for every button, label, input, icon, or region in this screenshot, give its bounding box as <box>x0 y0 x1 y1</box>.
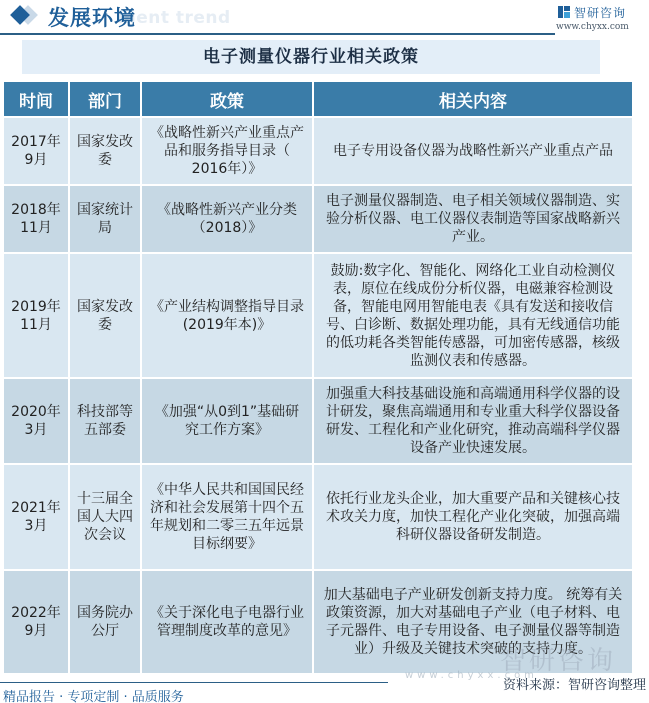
diamond-bullet-icon <box>10 5 40 27</box>
cell-department: 科技部等五部委 <box>70 379 140 463</box>
cell-policy: 《战略性新兴产业分类（2018）》 <box>142 186 312 252</box>
table-header-row <box>4 82 632 116</box>
cell-policy: 《产业结构调整指导目录(2019年本)》 <box>142 254 312 377</box>
cell-content: 电子测量仪器制造、电子相关领域仪器制造、实验分析仪器、电工仪器仪表制造等国家战略新兴产业。 <box>314 186 632 252</box>
footer-divider <box>0 682 388 683</box>
table-row <box>4 186 632 252</box>
cell-time: 2020年3月 <box>4 379 68 463</box>
section-title: 发展环境 <box>48 5 136 30</box>
table-row <box>4 254 632 377</box>
cell-department: 国家发改委 <box>70 118 140 184</box>
cell-time: 2017年9月 <box>4 118 68 184</box>
column-header-department: 部门 <box>70 82 140 116</box>
cell-policy: 《战略性新兴产业重点产品和服务指导目录（ 2016年）》 <box>142 118 312 184</box>
cell-time: 2021年3月 <box>4 465 68 569</box>
cell-time: 2018年11月 <box>4 186 68 252</box>
table-title: 电子测量仪器行业相关政策 <box>203 47 419 67</box>
cell-policy: 《关于深化电子电器行业管理制度改革的意见》 <box>142 571 312 673</box>
column-header-time: 时间 <box>4 82 68 116</box>
brand-watermark: 智研咨询 <box>500 646 617 676</box>
cell-department: 国家发改委 <box>70 254 140 377</box>
footer-slogan: 精品报告 · 专项定制 · 品质服务 <box>3 690 184 703</box>
section-header <box>0 0 649 36</box>
brand-name: 智研咨询 <box>574 6 627 20</box>
cell-content: 加大基础电子产业研发创新支持力度。 统筹有关政策资源，加大对基础电子产业（电子材料、电子元器件、电子专用设备、电子测量仪器等制造业）升级及关键技术突破的支持力度。 <box>314 571 632 673</box>
data-source: 资料来源：智研咨询整理 <box>502 678 646 693</box>
section-subtitle-watermark: ment trend <box>118 8 231 28</box>
brand-url: www.chyxx.com <box>556 22 629 32</box>
table-row <box>4 118 632 184</box>
cell-department: 国务院办公厅 <box>70 571 140 673</box>
cell-policy: 《中华人民共和国国民经济和社会发展第十四个五年规划和二零三五年远景目标纲要》 <box>142 465 312 569</box>
cell-content: 电子专用设备仪器为战略性新兴产业重点产品 <box>314 118 632 184</box>
cell-content: 依托行业龙头企业，加大重要产品和关键核心技术攻关力度，加快工程化产业化突破，加强高端科研仪器设备研发制造。 <box>314 465 632 569</box>
table-row <box>4 379 632 463</box>
column-header-policy: 政策 <box>142 82 312 116</box>
cell-time: 2022年9月 <box>4 571 68 673</box>
cell-content: 加强重大科技基础设施和高端通用科学仪器的设计研发，聚焦高端通用和专业重大科学仪器设备研发、工程化和产业化研究，推动高端科学仪器设备产业快速发展。 <box>314 379 632 463</box>
table-row <box>4 465 632 569</box>
url-watermark: www.chyxx.com <box>405 670 538 681</box>
cell-content: 鼓励:数字化、智能化、网络化工业自动检测仪表，原位在线成份分析仪器，电磁兼容检测设备，智能电网用智能电表《具有发送和接收信号、白诊断、数据处理功能，具有无线通信功能的低功耗各类智能传感器，可加密传感器，核级监测仪表和传感器。 <box>314 254 632 377</box>
cell-time: 2019年11月 <box>4 254 68 377</box>
cell-department: 十三届全国人大四次会议 <box>70 465 140 569</box>
policy-table <box>2 80 634 675</box>
cell-department: 国家统计局 <box>70 186 140 252</box>
cell-policy: 《加强“从0到1”基础研究工作方案》 <box>142 379 312 463</box>
column-header-content: 相关内容 <box>314 82 632 116</box>
brand-logo-icon <box>558 6 570 18</box>
table-title-band <box>22 40 600 74</box>
header-divider <box>0 33 555 35</box>
